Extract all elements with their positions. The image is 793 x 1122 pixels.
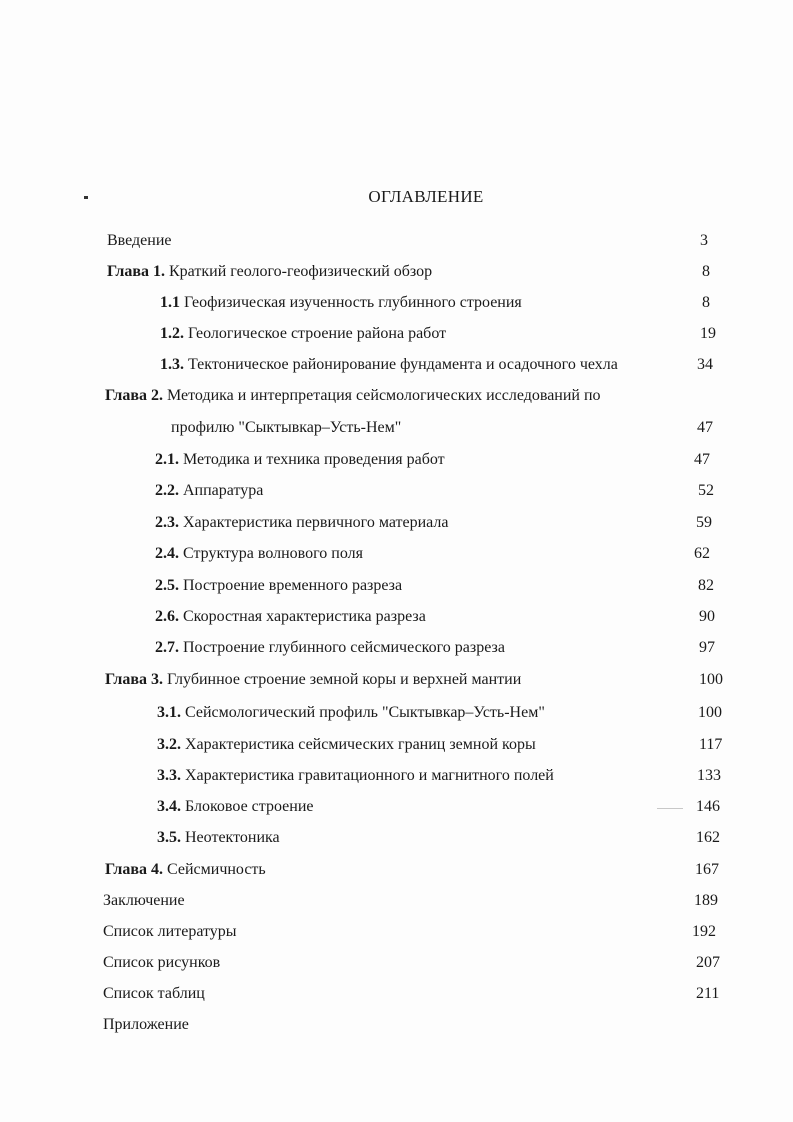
toc-entry-text: Введение: [107, 232, 172, 249]
toc-entry-text: Неотектоника: [181, 829, 280, 846]
toc-entry-text: Характеристика первичного материала: [179, 514, 449, 531]
toc-page-number: 52: [698, 482, 714, 499]
toc-entry-3-4: [157, 797, 313, 817]
toc-entry-number: Глава 4.: [105, 861, 163, 878]
toc-page-number: 59: [696, 514, 712, 531]
toc-entry-text: Тектоническое районирование фундамента и осадочного чехла: [184, 356, 618, 373]
toc-entry-text: Аппаратура: [179, 482, 264, 499]
toc-entry-chapter-1: [107, 262, 432, 282]
toc-entry-chapter-3: [105, 670, 521, 690]
toc-page-number: 34: [697, 356, 713, 373]
toc-entry-number: 2.1.: [155, 451, 179, 468]
toc-entry-text: Краткий геолого-геофизический обзор: [165, 263, 433, 280]
toc-entry-tables-list: [103, 984, 205, 1004]
toc-page-number: 100: [698, 704, 722, 721]
toc-entry-text: Построение глубинного сейсмического разреза: [179, 639, 505, 656]
toc-entry-chapter-4: [105, 860, 266, 880]
toc-entry-number: 2.4.: [155, 545, 179, 562]
toc-entry-number: 3.1.: [157, 704, 181, 721]
toc-page-number: 82: [698, 577, 714, 594]
toc-entry-text: Список литературы: [103, 923, 237, 940]
toc-entry-number: 3.3.: [157, 767, 181, 784]
toc-entry-text: Структура волнового поля: [179, 545, 363, 562]
toc-entry-1-2: [160, 324, 446, 344]
toc-entry-number: 1.2.: [160, 325, 184, 342]
toc-page-number: 47: [697, 419, 713, 436]
toc-title: ОГЛАВЛЕНИЕ: [368, 187, 484, 206]
toc-entry-3-1: [157, 703, 545, 723]
toc-page-number: 8: [702, 263, 710, 280]
toc-entry-number: 2.6.: [155, 608, 179, 625]
toc-entry-text: Сейсмичность: [163, 861, 266, 878]
toc-page-number: 167: [695, 861, 719, 878]
toc-entry-conclusion: [103, 891, 185, 911]
toc-page-number: 19: [700, 325, 716, 342]
toc-entry-number: 2.7.: [155, 639, 179, 656]
toc-entry-number: 3.5.: [157, 829, 181, 846]
toc-page-number: 192: [692, 923, 716, 940]
toc-page-number: 3: [700, 232, 708, 249]
toc-entry-introduction: [107, 231, 172, 251]
toc-entry-2-1: [155, 450, 445, 470]
toc-entry-3-3: [157, 766, 554, 786]
toc-entry-number: 2.5.: [155, 577, 179, 594]
toc-entry-1-3: [160, 355, 618, 375]
toc-entry-text: Построение временного разреза: [179, 577, 403, 594]
toc-entry-text: Характеристика гравитационного и магнитного полей: [181, 767, 554, 784]
toc-page-number: 117: [699, 736, 723, 753]
toc-page-number: 211: [696, 985, 720, 1002]
toc-entry-number: 3.4.: [157, 798, 181, 815]
toc-entry-text: Методика и интерпретация сейсмологических исследований по: [163, 387, 601, 404]
toc-entry-text: Сейсмологический профиль "Сыктывкар–Усть-Нем": [181, 704, 545, 721]
toc-entry-number: 1.3.: [160, 356, 184, 373]
toc-entry-chapter-2-continued: [171, 418, 401, 438]
toc-entry-2-7: [155, 638, 505, 658]
toc-entry-text: Методика и техника проведения работ: [179, 451, 445, 468]
toc-entry-number: Глава 3.: [105, 671, 163, 688]
toc-entry-text: Блоковое строение: [181, 798, 314, 815]
toc-entry-2-3: [155, 513, 449, 533]
toc-page-number: 62: [694, 545, 710, 562]
toc-entry-2-6: [155, 607, 426, 627]
toc-entry-text: Геофизическая изученность глубинного строения: [180, 294, 522, 311]
toc-page-number: 8: [702, 294, 710, 311]
toc-entry-3-5: [157, 828, 280, 848]
toc-page-number: 189: [694, 892, 718, 909]
toc-page-number: 162: [696, 829, 720, 846]
toc-page-number: 100: [699, 671, 723, 688]
toc-page-number: 90: [699, 608, 715, 625]
toc-page-number: 97: [699, 639, 715, 656]
toc-entry-text: Скоростная характеристика разреза: [179, 608, 426, 625]
toc-page-number: 146: [696, 798, 720, 815]
toc-entry-number: 3.2.: [157, 736, 181, 753]
toc-entry-text: Характеристика сейсмических границ земной коры: [181, 736, 536, 753]
toc-entry-text: Заключение: [103, 892, 185, 909]
toc-entry-figures-list: [103, 953, 220, 973]
toc-entry-2-5: [155, 576, 402, 596]
toc-page-number: 207: [696, 954, 720, 971]
toc-entry-number: 1.1: [160, 294, 180, 311]
toc-entry-text: Приложение: [103, 1016, 189, 1033]
toc-entry-references: [103, 922, 237, 942]
toc-entry-text: Список таблиц: [103, 985, 205, 1002]
toc-entry-number: 2.2.: [155, 482, 179, 499]
toc-entry-1-1: [160, 293, 522, 313]
toc-entry-chapter-2: [105, 386, 601, 406]
toc-entry-number: Глава 2.: [105, 387, 163, 404]
toc-entry-2-4: [155, 544, 363, 564]
toc-entry-text: Список рисунков: [103, 954, 221, 971]
toc-entry-number: 2.3.: [155, 514, 179, 531]
toc-entry-number: Глава 1.: [107, 263, 165, 280]
toc-entry-text: Геологическое строение района работ: [184, 325, 447, 342]
toc-entry-text: Глубинное строение земной коры и верхней мантии: [163, 671, 522, 688]
toc-entry-appendix: [103, 1015, 189, 1035]
toc-page-number: 133: [697, 767, 721, 784]
toc-page-number: 47: [694, 451, 710, 468]
toc-entry-3-2: [157, 735, 536, 755]
toc-entry-text: профилю "Сыктывкар–Усть-Нем": [171, 419, 402, 436]
toc-entry-2-2: [155, 481, 263, 501]
scan-artifact-line: [657, 808, 683, 809]
